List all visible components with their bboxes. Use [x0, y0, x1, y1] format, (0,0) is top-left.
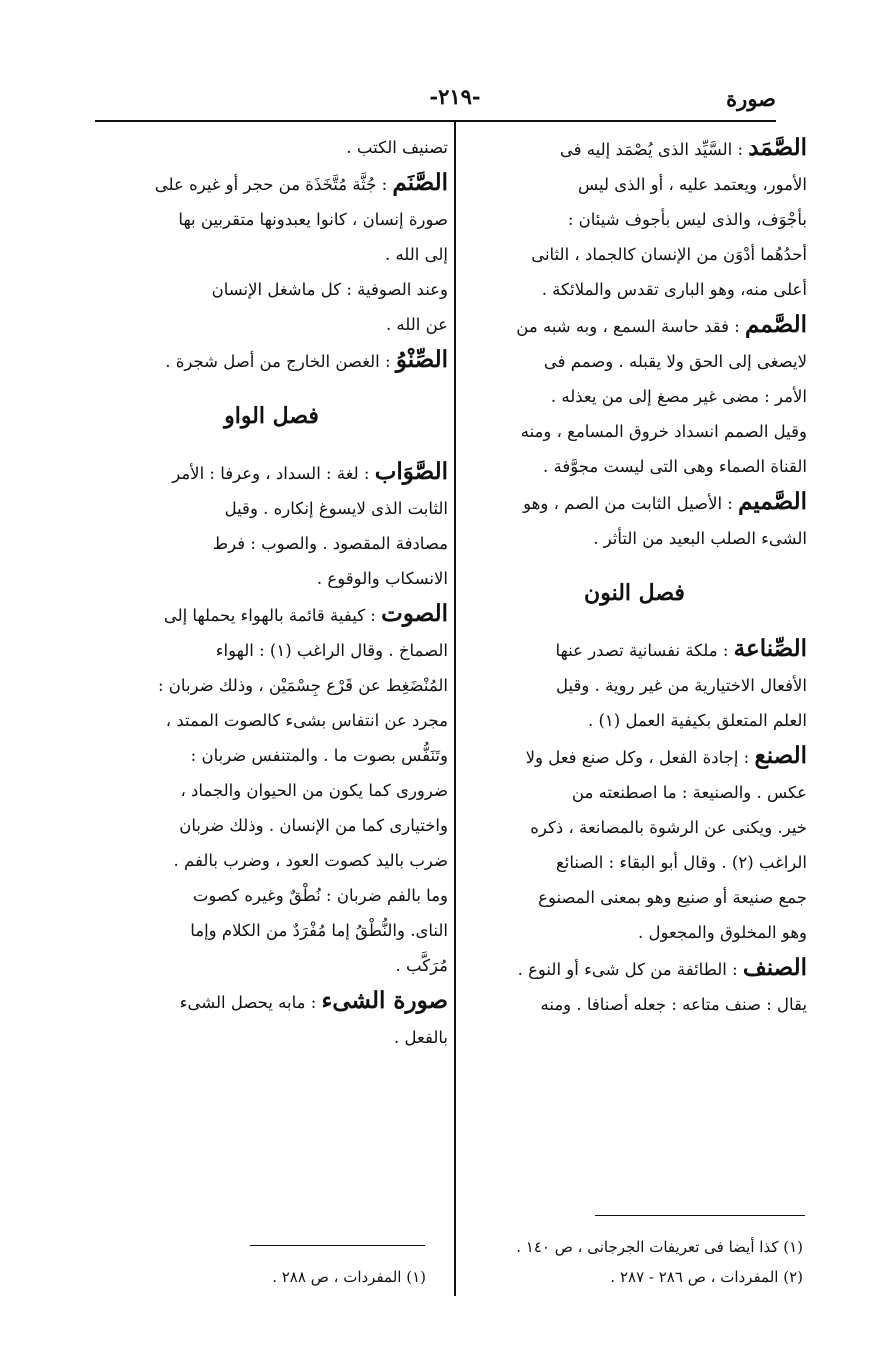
entry-line — [462, 484, 807, 521]
text-line — [462, 915, 807, 950]
footnote-rule — [595, 1215, 805, 1216]
entries-block — [95, 454, 448, 1055]
text-line — [95, 808, 448, 843]
entry-text: : كيفية قائمة بالهواء يحملها إلى — [163, 606, 382, 625]
entry-text: وما بالفم ضربان : نُطْقٌ وغيره كصوت — [192, 886, 448, 905]
text-line — [462, 668, 807, 703]
entry-text: وهو المخلوق والمجعول . — [637, 923, 807, 942]
column-divider — [454, 121, 456, 1296]
text-line — [95, 526, 448, 561]
text-line — [462, 272, 807, 307]
entry-text: جمع صنيعة أو صنيع وهو بمعنى المصنوع — [538, 888, 807, 907]
entry-text: وتَنَفُّس بصوت ما . والمتنفس ضربان : — [190, 746, 448, 765]
right-column — [462, 130, 807, 1022]
text-line — [462, 775, 807, 810]
entry-headword: الصَّمم — [745, 311, 807, 338]
entry-line — [462, 307, 807, 344]
entry-line — [95, 454, 448, 491]
entry-text: الأمور، ويعتمد عليه ، أو الذى ليس — [577, 175, 807, 194]
section-title: فصل الواو — [224, 403, 319, 429]
entry-text: : مابه يحصل الشىء — [179, 993, 322, 1012]
text-line — [462, 521, 807, 556]
entry-text: الأفعال الاختيارية من غير روية . وقيل — [556, 676, 807, 695]
text-line — [462, 344, 807, 379]
section-title: فصل النون — [584, 580, 685, 606]
text-line — [462, 987, 807, 1022]
entry-headword: صورة الشىء — [321, 987, 448, 1014]
text-line — [462, 880, 807, 915]
left-column — [95, 130, 448, 1055]
entry-headword: الصَّوَاب — [374, 458, 448, 485]
entry-text: : إجادة الفعل ، وكل صنع فعل ولا — [525, 748, 755, 767]
entry-text: واختيارى كما من الإنسان . وذلك ضربان — [179, 816, 448, 835]
entry-text: عكس . والصنيعة : ما اصطنعته من — [571, 783, 807, 802]
text-line — [462, 414, 807, 449]
entry-text: تصنيف الكتب . — [346, 138, 448, 157]
text-line — [95, 272, 448, 307]
entry-text: : جُثَّة مُتَّخَذَة من حجر أو غيره على — [154, 175, 393, 194]
entry-text: عن الله . — [385, 315, 448, 334]
text-line — [95, 1020, 448, 1055]
footnote-rule — [250, 1245, 425, 1246]
text-line — [462, 810, 807, 845]
entry-text: الثابت الذى لايسوغ إنكاره . وقيل — [224, 499, 448, 518]
entry-headword: الصِّنْوُ — [395, 346, 448, 373]
entry-line — [462, 738, 807, 775]
entry-text: : الغصن الخارج من أصل شجرة . — [165, 352, 396, 371]
entry-text: خير. ويكنى عن الرشوة بالمصانعة ، ذكره — [530, 818, 807, 837]
text-line — [462, 167, 807, 202]
text-line — [462, 449, 807, 484]
text-line — [95, 703, 448, 738]
text-line — [462, 202, 807, 237]
text-line — [462, 237, 807, 272]
entry-text: الانسكاب والوقوع . — [316, 569, 448, 588]
text-line — [95, 913, 448, 948]
entry-text: : الأصيل الثابت من الصم ، وهو — [523, 494, 739, 513]
text-line — [95, 561, 448, 596]
entry-text: مجرد عن انتفاس بشىء كالصوت الممتد ، — [165, 711, 448, 730]
entry-text: الشىء الصلب البعيد من التأثر . — [593, 529, 807, 548]
entry-headword: الصوت — [381, 600, 448, 627]
entry-line — [95, 596, 448, 633]
entry-text: ضرورى كما يكون من الحيوان والجماد ، — [180, 781, 448, 800]
entry-text: بالفعل . — [394, 1028, 448, 1047]
text-line — [95, 738, 448, 773]
entry-text: : لغة : السداد ، وعرفا : الأمر — [172, 464, 375, 483]
entry-line — [462, 950, 807, 987]
entry-text: مُرَكَّب . — [395, 956, 448, 975]
entry-text: الأمر : مضى غير مصغ إلى من يعذله . — [550, 387, 807, 406]
text-line — [95, 202, 448, 237]
text-line — [95, 948, 448, 983]
footnote: (١) كذا أيضا فى تعريفات الجرجانى ، ص ١٤٠ . — [516, 1238, 803, 1256]
entry-text: أعلى منه، وهو البارى تقدس والملائكة . — [541, 280, 807, 299]
entry-text: مصادفة المقصود . والصوب : فرط — [212, 534, 448, 553]
entry-text: ضرب باليد كصوت العود ، وضرب بالفم . — [173, 851, 448, 870]
entry-line — [462, 130, 807, 167]
text-line — [95, 843, 448, 878]
entry-headword: الصِّناعة — [733, 635, 807, 662]
entries-block — [95, 130, 448, 379]
running-head: صورة — [726, 86, 776, 111]
entry-headword: الصَّميم — [738, 488, 807, 515]
entry-text: يقال : صنف متاعه : جعله أصنافا . ومنه — [540, 995, 807, 1014]
text-line — [95, 237, 448, 272]
text-line — [95, 878, 448, 913]
entry-text: القناة الصماء وهى التى ليست مجوَّفة . — [542, 457, 807, 476]
text-line — [462, 703, 807, 738]
text-line — [95, 633, 448, 668]
footnote: (٢) المفردات ، ص ٢٨٦ - ٢٨٧ . — [610, 1268, 803, 1286]
header-rule — [95, 120, 776, 122]
entry-text: صورة إنسان ، كانوا يعبدونها متقربين بها — [178, 210, 448, 229]
entry-text: : ملكة نفسانية تصدر عنها — [555, 641, 734, 660]
entry-text: إلى الله . — [384, 245, 448, 264]
entry-line — [462, 631, 807, 668]
entry-text: الناى. والنُّطْقُ إما مُفْرَدٌ من الكلام وإما — [190, 921, 448, 940]
text-line — [95, 668, 448, 703]
entries-block — [462, 631, 807, 1022]
entry-text: وعند الصوفية : كل ماشغل الإنسان — [211, 280, 448, 299]
entry-text: بأجْوَف، والذى ليس بأجوف شيئان : — [567, 210, 807, 229]
entry-text: وقيل الصمم انسداد خروق المسامع ، ومنه — [520, 422, 807, 441]
text-line — [95, 307, 448, 342]
entry-text: : الطائفة من كل شىء أو النوع . — [517, 960, 743, 979]
text-line — [462, 379, 807, 414]
entry-headword: الصنع — [754, 742, 807, 769]
entry-text: الراغب (٢) . وقال أبو البقاء : الصنائع — [556, 853, 807, 872]
page-number: -٢١٩- — [429, 84, 481, 109]
entry-text: : السَّيِّد الذى يُصْمَد إليه فى — [559, 140, 749, 159]
entry-headword: الصنف — [742, 954, 807, 981]
entry-line — [95, 165, 448, 202]
entry-line — [95, 342, 448, 379]
entry-headword: الصَّمَد — [748, 134, 807, 161]
text-line — [462, 845, 807, 880]
text-line — [95, 491, 448, 526]
entry-text: : فقد حاسة السمع ، وبه شبه من — [516, 317, 746, 336]
entry-line — [95, 983, 448, 1020]
text-line — [95, 130, 448, 165]
footnote: (١) المفردات ، ص ٢٨٨ . — [272, 1268, 426, 1286]
entries-block — [462, 130, 807, 556]
entry-text: الصماخ . وقال الراغب (١) : الهواء — [215, 641, 448, 660]
entry-text: لايصغى إلى الحق ولا يقبله . وصمم فى — [543, 352, 807, 371]
entry-text: العلم المتعلق بكيفية العمل (١) . — [587, 711, 807, 730]
entry-text: المُنْضَغِط عن قَرْع جِسْمَيْن ، وذلك ضربان : — [158, 676, 448, 695]
entry-headword: الصَّنَم — [392, 169, 448, 196]
entry-text: أحدُهُما أدْوَن من الإنسان كالجماد ، الثانى — [531, 245, 807, 264]
text-line — [95, 773, 448, 808]
